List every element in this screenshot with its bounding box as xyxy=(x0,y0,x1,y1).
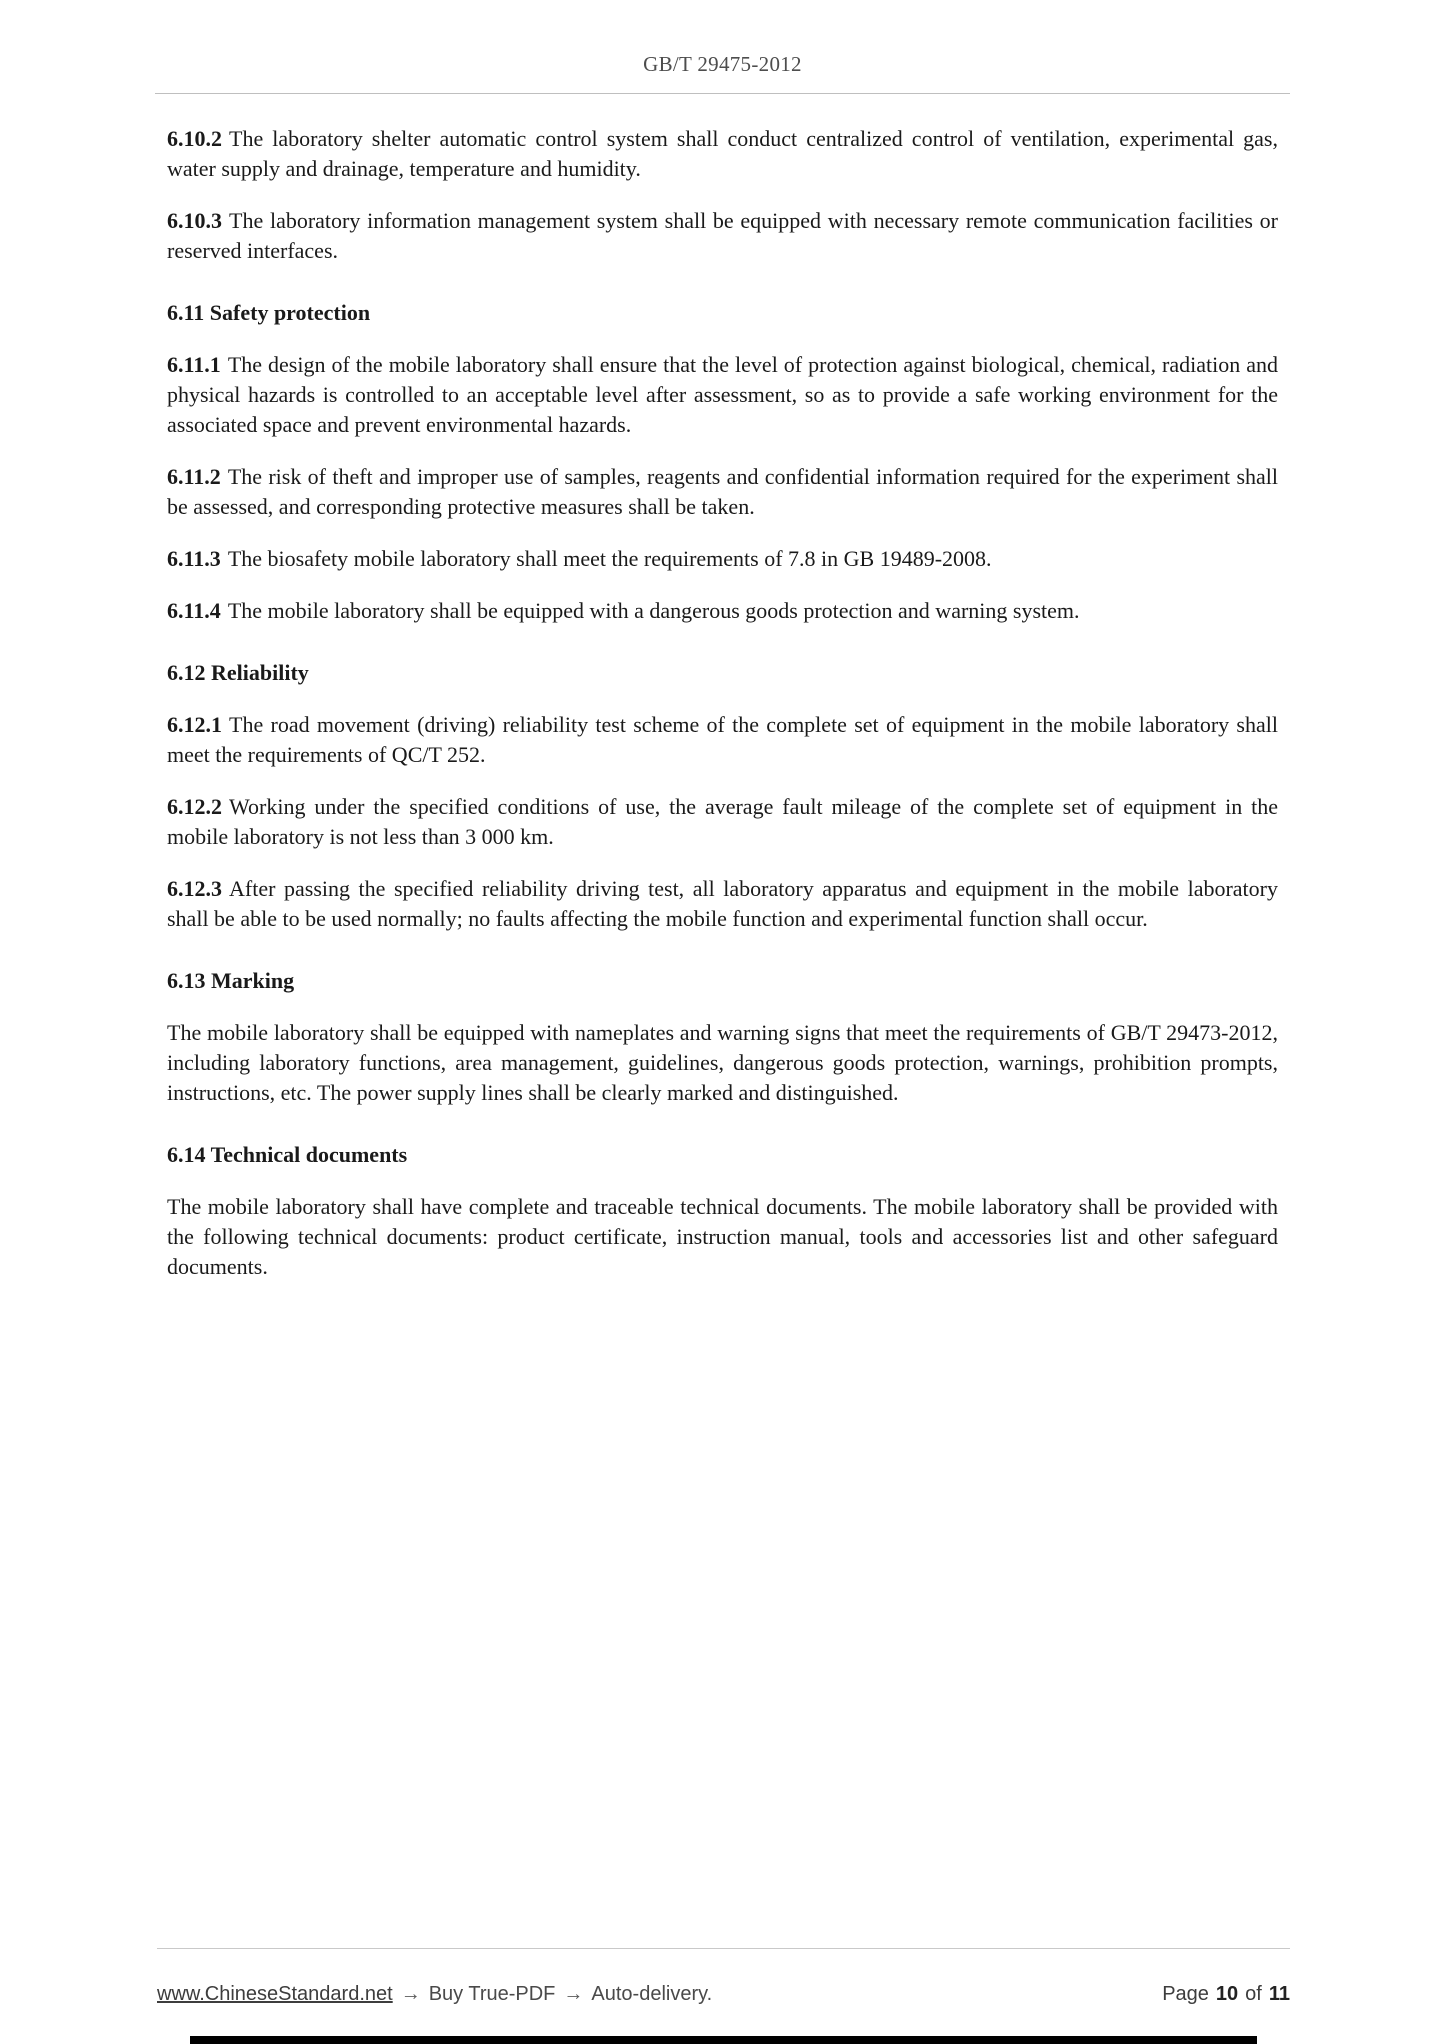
clause-number: 6.12.3 xyxy=(167,876,222,901)
section-heading-6-11: 6.11 Safety protection xyxy=(167,300,371,325)
of-label: of xyxy=(1245,1983,1262,2005)
clause-text: The biosafety mobile laboratory shall meet the requirements of 7.8 in GB 19489-2008. xyxy=(227,546,992,571)
section-heading-6-12: 6.12 Reliability xyxy=(167,660,309,685)
clause-text: After passing the specified reliability driving test, all laboratory apparatus and equipment in the mobile laboratory shall be able to be used normally; no faults affecting the mobile function and experimental function shall occur. xyxy=(167,876,1278,931)
paragraph-6-11-3 xyxy=(167,544,1278,574)
footer-website-link[interactable]: www.ChineseStandard.net xyxy=(157,1983,393,2005)
paragraph-6-12-3 xyxy=(167,874,1278,934)
clause-number: 6.12.2 xyxy=(167,794,222,819)
document-number-header: GB/T 29475-2012 xyxy=(643,52,802,76)
paragraph-6-11-1 xyxy=(167,350,1278,440)
paragraph-6-11-2 xyxy=(167,462,1278,522)
document-body xyxy=(167,94,1278,1282)
clause-text: The laboratory shelter automatic control system shall conduct centralized control of ventilation, experimental gas, water supply and drainage, temperature and humidity. xyxy=(167,126,1278,181)
paragraph-6-13-body xyxy=(167,1018,1278,1108)
paragraph-6-10-3 xyxy=(167,206,1278,266)
clause-text: The mobile laboratory shall be equipped with nameplates and warning signs that meet the requirements of GB/T 29473-2012, including laboratory functions, area management, guidelines, dangerous goods protection, warnings, prohibition prompts, instructions, etc. The power supply lines shall be clearly marked and distinguished. xyxy=(167,1020,1278,1105)
arrow-right-icon: → xyxy=(563,1983,584,2005)
section-heading-6-13: 6.13 Marking xyxy=(167,968,295,993)
page-label: Page xyxy=(1162,1983,1209,2005)
clause-number: 6.10.3 xyxy=(167,208,222,233)
clause-number: 6.12.1 xyxy=(167,712,222,737)
clause-text: The risk of theft and improper use of samples, reagents and confidential information required for the experiment shall be assessed, and corresponding protective measures shall be taken. xyxy=(167,464,1278,519)
clause-text: Working under the specified conditions of use, the average fault mileage of the complete set of equipment in the mobile laboratory is not less than 3 000 km. xyxy=(167,794,1278,849)
paragraph-6-14-body xyxy=(167,1192,1278,1282)
paragraph-6-12-1 xyxy=(167,710,1278,770)
clause-text: The laboratory information management system shall be equipped with necessary remote communication facilities or reserved interfaces. xyxy=(167,208,1278,263)
arrow-right-icon: → xyxy=(400,1983,421,2005)
clause-number: 6.10.2 xyxy=(167,126,222,151)
paragraph-6-12-2 xyxy=(167,792,1278,852)
paragraph-6-10-2 xyxy=(167,124,1278,184)
clause-number: 6.11.1 xyxy=(167,352,221,377)
page-total-number: 11 xyxy=(1268,1983,1290,2005)
clause-text: The road movement (driving) reliability test scheme of the complete set of equipment in the mobile laboratory shall meet the requirements of QC/T 252. xyxy=(167,712,1278,767)
clause-number: 6.11.2 xyxy=(167,464,221,489)
bottom-black-bar xyxy=(190,2036,1257,2044)
section-heading-6-14: 6.14 Technical documents xyxy=(167,1142,408,1167)
clause-text: The mobile laboratory shall be equipped with a dangerous goods protection and warning system. xyxy=(227,598,1080,623)
clause-text: The mobile laboratory shall have complete and traceable technical documents. The mobile laboratory shall be provided with the following technical documents: product certificate, instruction manual, tools and accessories list and other safeguard documents. xyxy=(167,1194,1278,1279)
clause-text: The design of the mobile laboratory shall ensure that the level of protection against biological, chemical, radiation and physical hazards is controlled to an acceptable level after assessment, so as to provide a safe working environment for the associated space and prevent environmental hazards. xyxy=(167,352,1278,437)
clause-number: 6.11.4 xyxy=(167,598,221,623)
page-footer xyxy=(157,1948,1290,2006)
page-indicator xyxy=(1162,1983,1290,2006)
page-current-number: 10 xyxy=(1215,1983,1239,2005)
paragraph-6-11-4 xyxy=(167,596,1278,626)
footer-delivery-text: Auto-delivery. xyxy=(591,1983,713,2005)
clause-number: 6.11.3 xyxy=(167,546,221,571)
footer-source-line xyxy=(157,1983,712,2006)
footer-buy-text: Buy True-PDF xyxy=(428,1983,556,2005)
